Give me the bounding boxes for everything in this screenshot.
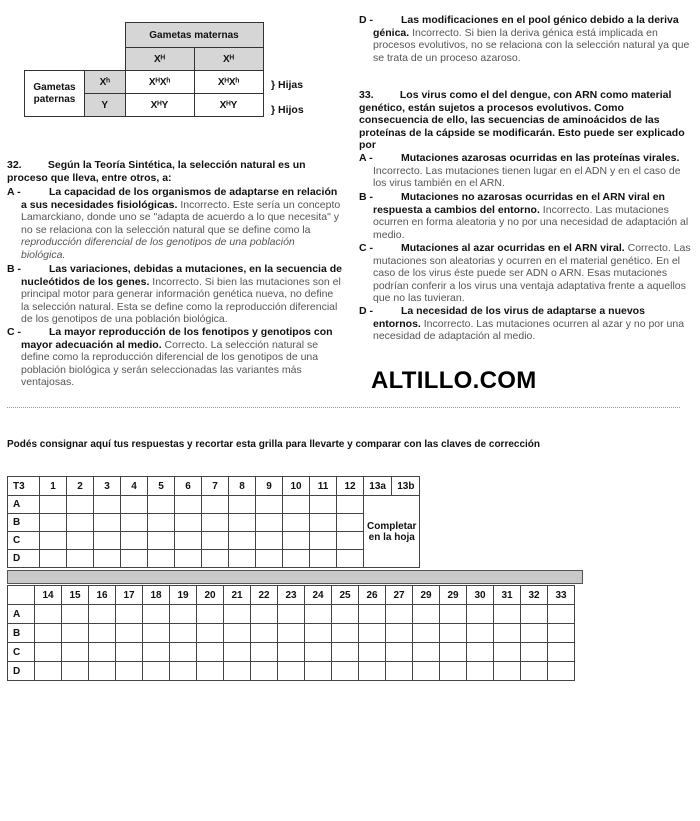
q32-option-b bbox=[7, 263, 342, 326]
grid-corner bbox=[8, 586, 35, 605]
answer-cell[interactable] bbox=[94, 514, 121, 532]
answer-cell[interactable] bbox=[35, 643, 62, 662]
grid-col-header: 8 bbox=[229, 477, 256, 496]
grid-col-header: 21 bbox=[224, 586, 251, 605]
answer-cell[interactable] bbox=[148, 514, 175, 532]
grid-col-header: 18 bbox=[143, 586, 170, 605]
answer-cell[interactable] bbox=[332, 643, 359, 662]
grid-col-header: 7 bbox=[202, 477, 229, 496]
answer-cell[interactable] bbox=[251, 643, 278, 662]
option-letter: D - bbox=[359, 14, 373, 26]
answer-cell[interactable] bbox=[175, 550, 202, 568]
answer-cell[interactable] bbox=[94, 550, 121, 568]
answer-cell[interactable] bbox=[229, 496, 256, 514]
answer-cell[interactable] bbox=[62, 624, 89, 643]
grid-separator bbox=[7, 570, 583, 584]
complete-note: Completar en la hoja bbox=[364, 496, 420, 568]
answer-cell[interactable] bbox=[305, 605, 332, 624]
grid-corner: T3 bbox=[8, 477, 40, 496]
q33-option-b bbox=[359, 191, 692, 241]
q32-option-d bbox=[359, 14, 692, 64]
answer-cell[interactable] bbox=[121, 550, 148, 568]
answer-cell[interactable] bbox=[256, 532, 283, 550]
answer-cell[interactable] bbox=[229, 514, 256, 532]
answer-cell[interactable] bbox=[40, 532, 67, 550]
answer-cell[interactable] bbox=[494, 643, 521, 662]
answer-cell[interactable] bbox=[494, 605, 521, 624]
grid-col-header: 13b bbox=[392, 477, 420, 496]
answer-cell[interactable] bbox=[359, 605, 386, 624]
option-feedback: Incorrecto. Si bien la deriva génica está implicada en procesos evolutivos, no se relaciona con la selección natural ya que se trata de un proceso azaroso. bbox=[373, 26, 690, 64]
answer-cell[interactable] bbox=[256, 514, 283, 532]
side-label-hijos: } Hijos bbox=[271, 104, 304, 116]
answer-cell[interactable] bbox=[283, 496, 310, 514]
question-32 bbox=[7, 159, 342, 184]
grid-row-label: B bbox=[8, 624, 35, 643]
option-letter: B - bbox=[7, 263, 21, 275]
answer-cell[interactable] bbox=[121, 532, 148, 550]
punnett-cell: XᴴY bbox=[194, 94, 263, 117]
answer-grid-1 bbox=[7, 476, 420, 568]
answer-cell[interactable] bbox=[332, 624, 359, 643]
option-feedback: Incorrecto. Este sería un concepto Lamarckiano, donde uno se "adapta de acuerdo a lo que necesita" y no se relaciona con la selección natural que se define como la bbox=[21, 198, 341, 236]
answer-cell[interactable] bbox=[116, 662, 143, 681]
answer-cell[interactable] bbox=[197, 662, 224, 681]
answer-cell[interactable] bbox=[143, 624, 170, 643]
answer-cell[interactable] bbox=[467, 643, 494, 662]
answer-cell[interactable] bbox=[386, 643, 413, 662]
answer-cell[interactable] bbox=[121, 496, 148, 514]
grid-col-header: 30 bbox=[467, 586, 494, 605]
answer-cell[interactable] bbox=[224, 643, 251, 662]
answer-cell[interactable] bbox=[229, 532, 256, 550]
grid-row-label: C bbox=[8, 643, 35, 662]
answer-cell[interactable] bbox=[197, 605, 224, 624]
answer-cell[interactable] bbox=[521, 605, 548, 624]
option-text: Las variaciones, debidas a mutaciones, en la secuencia de nucleótidos de los genes. bbox=[21, 263, 342, 288]
answer-cell[interactable] bbox=[251, 624, 278, 643]
answer-cell[interactable] bbox=[175, 532, 202, 550]
answer-cell[interactable] bbox=[224, 605, 251, 624]
question-number: 32. bbox=[7, 159, 22, 171]
answer-cell[interactable] bbox=[67, 532, 94, 550]
grid-col-header: 1 bbox=[40, 477, 67, 496]
punnett-table bbox=[24, 22, 264, 117]
option-letter: C - bbox=[359, 242, 373, 254]
grid-col-header: 23 bbox=[278, 586, 305, 605]
grid-col-header: 29 bbox=[440, 586, 467, 605]
answer-cell[interactable] bbox=[494, 624, 521, 643]
answer-cell[interactable] bbox=[89, 643, 116, 662]
grid-col-header: 5 bbox=[148, 477, 175, 496]
grid-col-header: 27 bbox=[386, 586, 413, 605]
answer-cell[interactable] bbox=[40, 496, 67, 514]
answer-cell[interactable] bbox=[35, 624, 62, 643]
grid-col-header: 11 bbox=[310, 477, 337, 496]
option-letter: A - bbox=[7, 186, 21, 198]
question-33 bbox=[359, 89, 692, 152]
answer-cell[interactable] bbox=[440, 662, 467, 681]
answer-cell[interactable] bbox=[440, 605, 467, 624]
answer-cell[interactable] bbox=[143, 643, 170, 662]
grid-col-header: 15 bbox=[62, 586, 89, 605]
answer-cell[interactable] bbox=[521, 643, 548, 662]
grid-col-header: 13a bbox=[364, 477, 392, 496]
answer-cell[interactable] bbox=[224, 624, 251, 643]
answer-cell[interactable] bbox=[197, 624, 224, 643]
grid-col-header: 6 bbox=[175, 477, 202, 496]
punnett-cell: XᴴXʰ bbox=[125, 71, 194, 94]
grid-col-header: 26 bbox=[359, 586, 386, 605]
altillo-logo: ALTILLO.COM bbox=[371, 367, 537, 394]
question-number: 33. bbox=[359, 89, 374, 101]
option-feedback: Correcto. Las mutaciones son aleatorias y ocurren en el material genético. En el caso de los virus éste puede ser ADN o ARN. Esas mutaciones podrían conferir a los virus una ventaja adaptativa frente a aquellos que no las tuvieran. bbox=[373, 242, 691, 305]
answer-cell[interactable] bbox=[521, 624, 548, 643]
answer-cell[interactable] bbox=[256, 550, 283, 568]
answer-cell[interactable] bbox=[337, 550, 364, 568]
answer-cell[interactable] bbox=[116, 643, 143, 662]
grid-col-header: 12 bbox=[337, 477, 364, 496]
grid-col-header: 3 bbox=[94, 477, 121, 496]
grid-col-header: 9 bbox=[256, 477, 283, 496]
option-text: La mayor reproducción de los fenotipos y genotipos con mayor adecuación al medio. bbox=[21, 326, 333, 351]
option-text: Mutaciones azarosas ocurridas en las proteínas virales. bbox=[401, 152, 680, 164]
answer-cell[interactable] bbox=[35, 662, 62, 681]
answer-cell[interactable] bbox=[467, 624, 494, 643]
answer-cell[interactable] bbox=[440, 643, 467, 662]
grid-row-label: D bbox=[8, 662, 35, 681]
answer-cell[interactable] bbox=[359, 624, 386, 643]
answer-cell[interactable] bbox=[337, 496, 364, 514]
punnett-cell: XᴴXʰ bbox=[194, 71, 263, 94]
answer-cell[interactable] bbox=[143, 662, 170, 681]
answer-cell[interactable] bbox=[332, 662, 359, 681]
answer-cell[interactable] bbox=[337, 514, 364, 532]
answer-cell[interactable] bbox=[548, 605, 575, 624]
answer-cell[interactable] bbox=[229, 550, 256, 568]
answer-cell[interactable] bbox=[94, 496, 121, 514]
option-letter: A - bbox=[359, 152, 373, 164]
answer-cell[interactable] bbox=[40, 550, 67, 568]
answer-cell[interactable] bbox=[305, 662, 332, 681]
grid-row-label: C bbox=[8, 532, 40, 550]
answer-cell[interactable] bbox=[148, 532, 175, 550]
answer-cell[interactable] bbox=[278, 605, 305, 624]
answer-cell[interactable] bbox=[170, 624, 197, 643]
answer-cell[interactable] bbox=[386, 624, 413, 643]
answer-cell[interactable] bbox=[67, 550, 94, 568]
q33-option-c bbox=[359, 242, 692, 305]
grid-col-header: 33 bbox=[548, 586, 575, 605]
answer-cell[interactable] bbox=[332, 605, 359, 624]
answer-cell[interactable] bbox=[359, 662, 386, 681]
answer-cell[interactable] bbox=[440, 624, 467, 643]
question-stem: Los virus como el del dengue, con ARN como material genético, están sujetos a procesos evolutivos. Como consecuencia de ello, las secuencias de aminoácidos de las proteínas de la cápside se modificarán. Esto puede ser explicado por bbox=[359, 89, 685, 152]
answer-cell[interactable] bbox=[170, 605, 197, 624]
answer-cell[interactable] bbox=[67, 496, 94, 514]
grid-col-header: 16 bbox=[89, 586, 116, 605]
answer-cell[interactable] bbox=[94, 532, 121, 550]
grid-col-header: 32 bbox=[521, 586, 548, 605]
answer-cell[interactable] bbox=[548, 662, 575, 681]
answer-cell[interactable] bbox=[251, 662, 278, 681]
option-letter: C - bbox=[7, 326, 21, 338]
option-letter: B - bbox=[359, 191, 373, 203]
answer-cell[interactable] bbox=[521, 662, 548, 681]
answer-cell[interactable] bbox=[62, 643, 89, 662]
grid-col-header: 20 bbox=[197, 586, 224, 605]
question-stem: Según la Teoría Sintética, la selección natural es un proceso que lleva, entre otros, a: bbox=[7, 159, 306, 184]
answer-cell[interactable] bbox=[310, 550, 337, 568]
option-feedback: Incorrecto. Las mutaciones tienen lugar en el ADN y en el caso de los virus también en el ARN. bbox=[373, 164, 681, 190]
answer-grid-2 bbox=[7, 585, 575, 681]
grid-row-label: D bbox=[8, 550, 40, 568]
grid-col-header: 31 bbox=[494, 586, 521, 605]
answer-cell[interactable] bbox=[413, 643, 440, 662]
grid-row-label: A bbox=[8, 496, 40, 514]
grid-col-header: 25 bbox=[332, 586, 359, 605]
answer-cell[interactable] bbox=[202, 532, 229, 550]
answer-cell[interactable] bbox=[40, 514, 67, 532]
grid-col-header: 29 bbox=[413, 586, 440, 605]
grid-col-header: 14 bbox=[35, 586, 62, 605]
answer-cell[interactable] bbox=[89, 624, 116, 643]
maternal-gamete: Xᴴ bbox=[125, 48, 194, 71]
grid-col-header: 17 bbox=[116, 586, 143, 605]
answer-cell[interactable] bbox=[251, 605, 278, 624]
answer-cell[interactable] bbox=[278, 643, 305, 662]
paternal-gamete: Xʰ bbox=[85, 71, 126, 94]
option-letter: D - bbox=[359, 305, 373, 317]
answer-cell[interactable] bbox=[170, 662, 197, 681]
option-text: La necesidad de los virus de adaptarse a nuevos entornos. bbox=[373, 305, 645, 330]
grid-col-header: 24 bbox=[305, 586, 332, 605]
answer-cell[interactable] bbox=[148, 550, 175, 568]
answer-cell[interactable] bbox=[278, 662, 305, 681]
q33-option-d bbox=[359, 305, 692, 343]
answer-cell[interactable] bbox=[278, 624, 305, 643]
q33-option-a bbox=[359, 152, 692, 190]
option-feedback: Incorrecto. Las mutaciones ocurren en forma aleatoria y no por una necesidad de adaptación al medio. bbox=[373, 203, 689, 241]
side-label-hijas: } Hijas bbox=[271, 79, 304, 91]
answer-cell[interactable] bbox=[89, 662, 116, 681]
answer-cell[interactable] bbox=[62, 662, 89, 681]
answer-cell[interactable] bbox=[548, 643, 575, 662]
answer-cell[interactable] bbox=[467, 662, 494, 681]
option-feedback-italic: reproducción diferencial de los genotipos de una población biológica. bbox=[21, 236, 295, 261]
answer-cell[interactable] bbox=[494, 662, 521, 681]
punnett-header: Gametas maternas bbox=[125, 23, 263, 48]
answer-cell[interactable] bbox=[202, 550, 229, 568]
answer-cell[interactable] bbox=[256, 496, 283, 514]
answer-cell[interactable] bbox=[467, 605, 494, 624]
answer-cell[interactable] bbox=[143, 605, 170, 624]
grid-col-header: 10 bbox=[283, 477, 310, 496]
answer-cell[interactable] bbox=[386, 605, 413, 624]
answer-cell[interactable] bbox=[305, 624, 332, 643]
answer-cell[interactable] bbox=[202, 496, 229, 514]
maternal-gamete: Xᴴ bbox=[194, 48, 263, 71]
answer-cell[interactable] bbox=[148, 496, 175, 514]
q32-option-c bbox=[7, 326, 342, 389]
answer-cell[interactable] bbox=[548, 624, 575, 643]
answer-cell[interactable] bbox=[283, 514, 310, 532]
option-text: La capacidad de los organismos de adaptarse en relación a sus necesidades fisiológicas. bbox=[21, 186, 338, 211]
punnett-cell: XᴴY bbox=[125, 94, 194, 117]
answer-cell[interactable] bbox=[175, 496, 202, 514]
grid-col-header: 22 bbox=[251, 586, 278, 605]
answer-cell[interactable] bbox=[170, 643, 197, 662]
answer-cell[interactable] bbox=[283, 532, 310, 550]
cut-line bbox=[7, 407, 680, 408]
answer-cell[interactable] bbox=[121, 514, 148, 532]
answer-cell[interactable] bbox=[337, 532, 364, 550]
answer-cell[interactable] bbox=[224, 662, 251, 681]
answer-cell[interactable] bbox=[175, 514, 202, 532]
answer-cell[interactable] bbox=[67, 514, 94, 532]
answer-cell[interactable] bbox=[310, 514, 337, 532]
grid-row-label: B bbox=[8, 514, 40, 532]
grid-instructions: Podés consignar aquí tus respuestas y recortar esta grilla para llevarte y comparar con las claves de corrección bbox=[7, 439, 541, 450]
grid-col-header: 19 bbox=[170, 586, 197, 605]
answer-cell[interactable] bbox=[310, 532, 337, 550]
option-text: Mutaciones no azarosas ocurridas en el ARN viral en respuesta a cambios del entorno. bbox=[373, 191, 665, 216]
answer-cell[interactable] bbox=[359, 643, 386, 662]
answer-cell[interactable] bbox=[305, 643, 332, 662]
option-text: Mutaciones al azar ocurridas en el ARN viral. bbox=[401, 242, 625, 254]
answer-cell[interactable] bbox=[35, 605, 62, 624]
paternal-label: Gametas paternas bbox=[25, 71, 85, 117]
answer-cell[interactable] bbox=[310, 496, 337, 514]
answer-cell[interactable] bbox=[89, 605, 116, 624]
grid-col-header: 2 bbox=[67, 477, 94, 496]
option-text: Las modificaciones en el pool génico debido a la deriva génica. bbox=[373, 14, 679, 39]
answer-cell[interactable] bbox=[116, 624, 143, 643]
paternal-gamete: Y bbox=[85, 94, 126, 117]
answer-cell[interactable] bbox=[413, 662, 440, 681]
grid-col-header: 4 bbox=[121, 477, 148, 496]
q32-option-a bbox=[7, 186, 342, 262]
answer-cell[interactable] bbox=[413, 624, 440, 643]
option-feedback: Incorrecto. Las mutaciones ocurren al azar y no por una necesidad de adaptación al medio. bbox=[373, 317, 685, 343]
answer-cell[interactable] bbox=[62, 605, 89, 624]
answer-cell[interactable] bbox=[116, 605, 143, 624]
answer-cell[interactable] bbox=[283, 550, 310, 568]
option-feedback: Correcto. La selección natural se define como la reproducción diferencial de los genotipos de una población biológica y serán seleccionadas las variantes más ventajosas. bbox=[21, 338, 319, 389]
answer-cell[interactable] bbox=[413, 605, 440, 624]
grid-row-label: A bbox=[8, 605, 35, 624]
option-feedback: Incorrecto. Si bien las mutaciones son el principal motor para generar información genética nueva, no define la selección natural. Esta se define como la reproducción diferencial de los genotipos de una población biológica. bbox=[21, 275, 341, 326]
answer-cell[interactable] bbox=[197, 643, 224, 662]
answer-cell[interactable] bbox=[202, 514, 229, 532]
answer-cell[interactable] bbox=[386, 662, 413, 681]
